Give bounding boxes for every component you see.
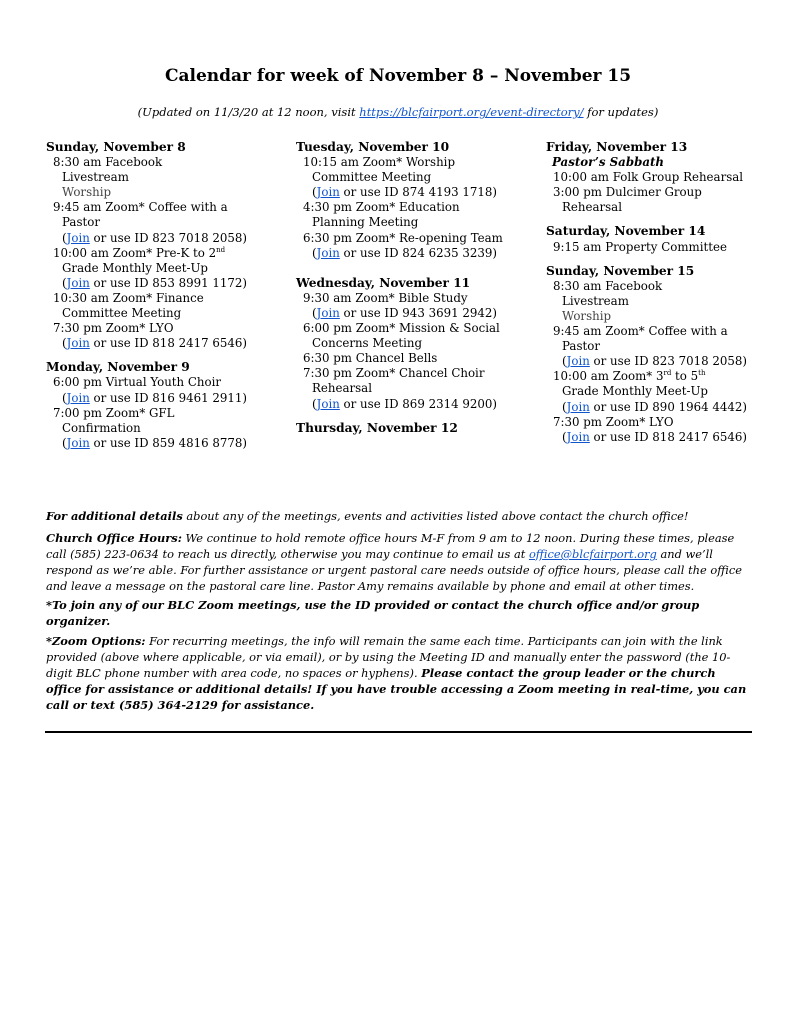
spacer xyxy=(46,351,281,360)
ordinal-suffix: rd xyxy=(663,369,672,378)
office-hours-note xyxy=(46,530,752,594)
zoom-id: or use ID 818 2417 6546) xyxy=(89,336,247,351)
event-line: 6:00 pm Zoom* Mission & Social xyxy=(303,321,500,336)
zoom-id: or use ID 859 4816 8778) xyxy=(89,435,247,450)
event-line: 9:15 am Property Committee xyxy=(553,239,727,254)
event-line: Confirmation xyxy=(62,420,141,435)
zoom-id: or use ID 823 7018 2058) xyxy=(89,230,247,245)
zoom-id: or use ID 890 1964 4442) xyxy=(589,399,747,414)
pastors-sabbath-label: Pastor’s Sabbath xyxy=(552,155,664,170)
zoom-id: or use ID 869 2314 9200) xyxy=(339,396,497,411)
join-link[interactable]: Join xyxy=(66,390,90,405)
ordinal-suffix: nd xyxy=(216,245,226,254)
event-line: 10:15 am Zoom* Worship xyxy=(303,155,455,170)
office-email-link[interactable]: office@blcfairport.org xyxy=(528,547,657,561)
event-line: 10:30 am Zoom* Finance xyxy=(53,290,204,305)
event-line: Committee Meeting xyxy=(62,306,182,321)
calendar-column-3 xyxy=(546,140,776,445)
event-line: 7:30 pm Zoom* LYO xyxy=(553,414,674,429)
event-line: Planning Meeting xyxy=(312,215,419,230)
updated-prefix: (Updated on 11/3/20 at 12 noon, visit xyxy=(137,105,360,119)
calendar-column-2 xyxy=(296,140,536,436)
event-line: 7:30 pm Zoom* Chancel Choir xyxy=(303,366,485,381)
event-line: 10:00 am Folk Group Rehearsal xyxy=(553,170,744,185)
additional-details-heading: For additional details xyxy=(46,509,183,523)
day-header-monday-nov-9: Monday, November 9 xyxy=(46,360,190,375)
zoom-id: or use ID 943 3691 2942) xyxy=(339,305,497,320)
event-line: 4:30 pm Zoom* Education xyxy=(303,200,460,215)
zoom-id: or use ID 823 7018 2058) xyxy=(589,354,747,369)
zoom-id-line: (Join or use ID 859 4816 8778) xyxy=(62,435,247,450)
page-title: Calendar for week of November 8 – November 15 xyxy=(164,66,632,86)
join-link[interactable]: Join xyxy=(316,396,340,411)
updated-note xyxy=(0,105,796,119)
event-line: 8:30 am Facebook xyxy=(53,155,163,170)
ordinal-suffix: th xyxy=(698,369,706,378)
join-link[interactable]: Join xyxy=(66,275,90,290)
event-line xyxy=(546,369,776,384)
calendar-column-1 xyxy=(46,140,281,451)
zoom-id-line: (Join or use ID 818 2417 6546) xyxy=(62,336,247,351)
join-link[interactable]: Join xyxy=(316,245,340,260)
event-line: 3:00 pm Dulcimer Group xyxy=(553,185,702,200)
day-header-saturday-nov-14: Saturday, November 14 xyxy=(546,224,706,239)
join-link[interactable]: Join xyxy=(566,429,590,444)
updated-suffix: for updates) xyxy=(583,105,659,119)
zoom-id-line: (Join or use ID 853 8991 1172) xyxy=(62,275,247,290)
zoom-options-contact: Please contact the group leader or the church office for assistance or additional details! If you have trouble accessing a Zoom meeting in real-time, you can call or text (585) 364-2129 for assistance. xyxy=(46,666,747,712)
event-directory-link[interactable]: https://blcfairport.org/event-directory/ xyxy=(359,105,584,119)
zoom-id: or use ID 824 6235 3239) xyxy=(339,245,497,260)
join-link[interactable]: Join xyxy=(316,305,340,320)
join-link[interactable]: Join xyxy=(566,399,590,414)
zoom-id-line: (Join or use ID 824 6235 3239) xyxy=(312,245,497,260)
zoom-id: or use ID 853 8991 1172) xyxy=(89,275,247,290)
zoom-id-line: (Join or use ID 874 4193 1718) xyxy=(312,185,497,200)
zoom-join-note: *To join any of our BLC Zoom meetings, use the ID provided or contact the church office and/or group organizer. xyxy=(46,598,700,628)
zoom-id: or use ID 818 2417 6546) xyxy=(589,429,747,444)
office-hours-text: We continue to hold remote office hours M-F from 9 am to 12 noon. During these times, please call (585) 223-0634 to reach us directly, otherwise you may continue to email us at xyxy=(46,531,735,561)
zoom-id-line: (Join or use ID 823 7018 2058) xyxy=(62,230,247,245)
event-line: 7:00 pm Zoom* GFL xyxy=(53,405,175,420)
event-line: 6:00 pm Virtual Youth Choir xyxy=(53,375,222,390)
day-header-thursday-nov-12: Thursday, November 12 xyxy=(296,420,458,435)
event-line: Concerns Meeting xyxy=(312,336,423,351)
day-header-tuesday-nov-10: Tuesday, November 10 xyxy=(296,140,450,154)
event-line: Grade Monthly Meet-Up xyxy=(62,260,208,275)
event-line: 9:30 am Zoom* Bible Study xyxy=(303,290,468,305)
event-line xyxy=(46,246,281,261)
event-line: Livestream xyxy=(62,170,129,185)
zoom-id: or use ID 874 4193 1718) xyxy=(339,185,497,200)
day-header-sunday-nov-15: Sunday, November 15 xyxy=(546,263,695,278)
join-link[interactable]: Join xyxy=(66,230,90,245)
spacer xyxy=(296,412,536,421)
zoom-id: or use ID 816 9461 2911) xyxy=(89,390,247,405)
event-line: 8:30 am Facebook xyxy=(553,278,663,293)
event-line: Grade Monthly Meet-Up xyxy=(562,384,708,399)
event-line: 9:45 am Zoom* Coffee with a xyxy=(53,200,228,215)
office-hours-heading: Church Office Hours: xyxy=(46,531,182,545)
spacer xyxy=(296,261,536,276)
event-line: Livestream xyxy=(562,293,629,308)
zoom-id-line: (Join or use ID 823 7018 2058) xyxy=(562,354,747,369)
event-line: Rehearsal xyxy=(312,381,372,396)
zoom-id-line: (Join or use ID 818 2417 6546) xyxy=(562,429,747,444)
event-line: Worship xyxy=(562,308,612,323)
join-link[interactable]: Join xyxy=(66,435,90,450)
zoom-id-line: (Join or use ID 816 9461 2911) xyxy=(62,390,247,405)
event-text: 10:00 am Zoom* 3 xyxy=(553,369,664,384)
zoom-id-line: (Join or use ID 890 1964 4442) xyxy=(562,399,747,414)
join-link[interactable]: Join xyxy=(66,336,90,351)
day-header-wednesday-nov-11: Wednesday, November 11 xyxy=(296,275,471,290)
zoom-id-line: (Join or use ID 869 2314 9200) xyxy=(312,396,497,411)
spacer xyxy=(546,215,776,224)
join-link[interactable]: Join xyxy=(566,354,590,369)
spacer xyxy=(546,255,776,264)
zoom-options-note xyxy=(46,633,752,713)
event-line: 6:30 pm Zoom* Re-opening Team xyxy=(303,230,503,245)
zoom-options-heading: *Zoom Options: xyxy=(46,634,146,648)
horizontal-rule xyxy=(45,731,752,733)
event-line: Pastor xyxy=(562,339,600,354)
day-header-friday-nov-13: Friday, November 13 xyxy=(546,140,688,154)
event-line: Pastor xyxy=(62,215,100,230)
additional-details-note xyxy=(46,508,752,524)
event-text: to 5 xyxy=(671,369,699,384)
event-line: Rehearsal xyxy=(562,200,622,215)
event-line: Committee Meeting xyxy=(312,170,432,185)
event-line: 6:30 pm Chancel Bells xyxy=(303,351,438,366)
day-header-sunday-nov-8: Sunday, November 8 xyxy=(46,140,186,154)
event-line: 7:30 pm Zoom* LYO xyxy=(53,321,174,336)
event-text: 10:00 am Zoom* Pre-K to 2 xyxy=(53,245,217,260)
office-hours-text-cont: and we’ll respond as we’re able. For further assistance or urgent pastoral care needs outside of office hours, please call the office and leave a message on the pastoral care line. Pastor Amy remains available by phone and email at other times. xyxy=(46,547,743,593)
zoom-options-text: For recurring meetings, the info will remain the same each time. Participants can join with the link provided (above where applicable, or via email), or by using the Meeting ID and manually enter the password (the 10-digit BLC phone number with area code, no spaces or hyphens). xyxy=(46,634,731,680)
additional-details-text: about any of the meetings, events and activities listed above contact the church office! xyxy=(182,509,689,523)
join-link[interactable]: Join xyxy=(316,185,340,200)
zoom-id-line: (Join or use ID 943 3691 2942) xyxy=(312,305,497,320)
event-line: Worship xyxy=(62,185,112,200)
event-line: 9:45 am Zoom* Coffee with a xyxy=(553,324,728,339)
